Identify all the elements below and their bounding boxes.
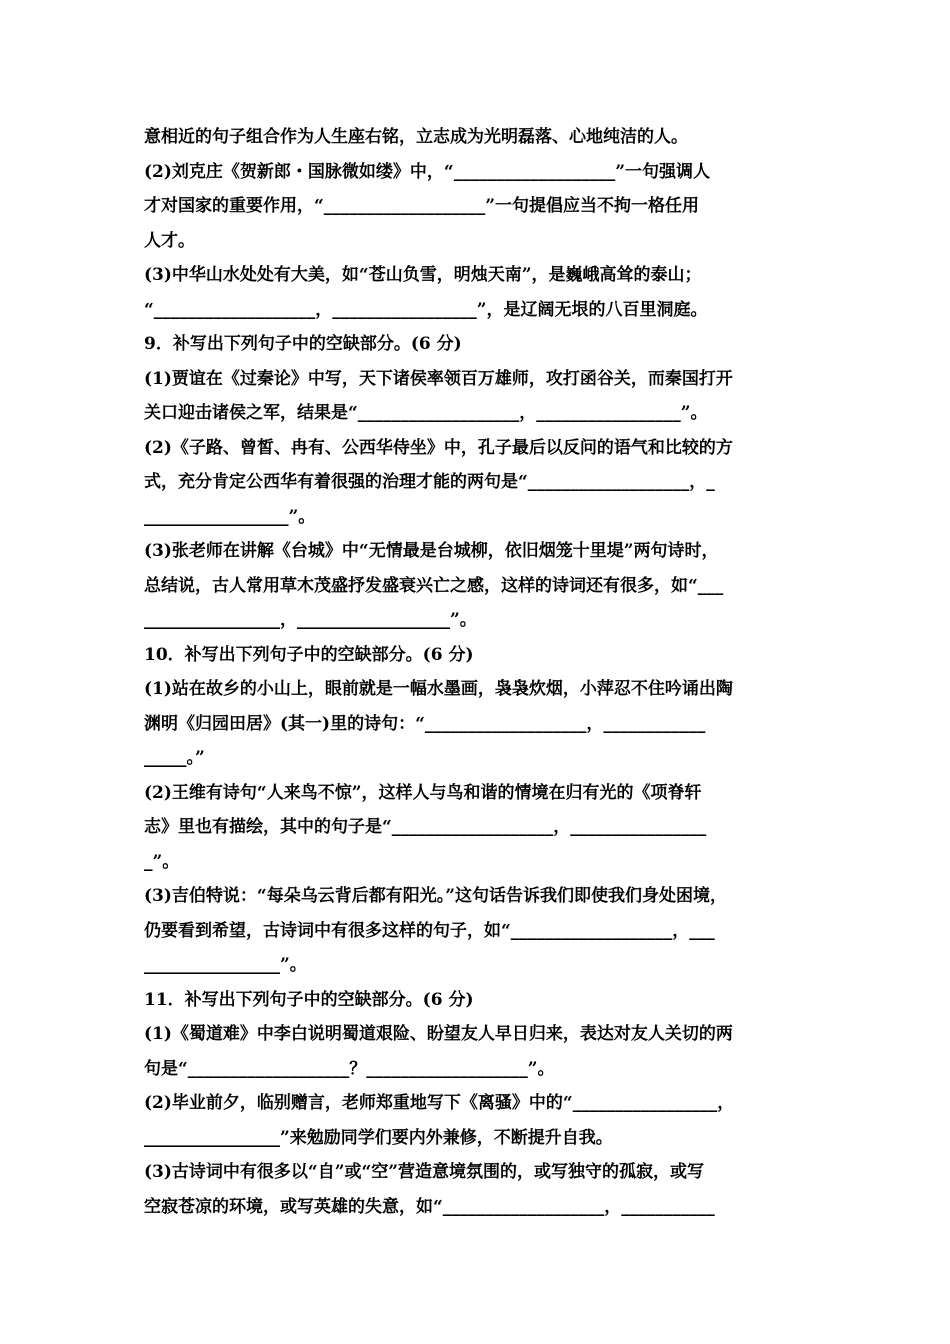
text-line: (1)站在故乡的小山上，眼前就是一幅水墨画，袅袅炊烟，小萍忍不住吟诵出陶 (144, 679, 733, 699)
text-line: ________________，__________________”。 (144, 610, 477, 630)
text-line: _________________”。 (144, 506, 316, 527)
text-line: (1)《蜀道难》中李白说明蜀道艰险、盼望友人早日归来，表达对友人关切的两 (144, 1024, 733, 1044)
text-line: (3)吉伯特说：“每朵乌云背后都有阳光。”这句话告诉我们即使我们身处困境， (144, 886, 727, 906)
text-line: _____。” (144, 748, 205, 768)
text-line: 空寂苍凉的环境，或写英雄的失意，如“___________________，___________ (144, 1196, 715, 1217)
text-line: (2)王维有诗句“人来鸟不惊”，这样人与鸟和谐的情境在归有光的《项脊轩 (144, 782, 702, 803)
text-line: (3)古诗词中有很多以“自”或“空”营造意境氛围的，或写独守的孤寂，或写 (144, 1162, 705, 1182)
text-line: (1)贾谊在《过秦论》中写，天下诸侯率领百万雄师，攻打函谷关，而秦国打开 (144, 368, 733, 389)
text-line: 志》里也有描绘，其中的句子是“___________________，________________ (144, 817, 707, 837)
text-line: (3)张老师在讲解《台城》中“无情最是台城柳，依旧烟笼十里堤”两句诗时， (144, 541, 719, 561)
text-line: ________________”。 (144, 955, 307, 975)
text-line: 渊明《归园田居》(其一)里的诗句：“___________________，____________ (144, 713, 706, 734)
text-line: 才对国家的重要作用，“___________________”一句提倡应当不拘一格任用 (144, 196, 700, 216)
text-line: (2)刘克庄《贺新郎・国脉微如缕》中，“___________________”一句强调人 (144, 161, 710, 182)
text-line: _”。 (144, 851, 180, 872)
text-line: ________________”来勉励同学们要内外兼修，不断提升自我。 (144, 1127, 613, 1148)
text-line: 人才。 (144, 230, 195, 251)
text-line: (2)毕业前夕，临别赠言，老师郑重地写下《离骚》中的“_________________， (144, 1093, 735, 1113)
question-heading: 10．补写出下列句子中的空缺部分。(6 分) (144, 644, 474, 665)
text-line: 句是“___________________？___________________”。 (144, 1058, 555, 1079)
question-heading: 11．补写出下列句子中的空缺部分。(6 分) (144, 989, 474, 1010)
text-line: (3)中华山水处处有大美，如“苍山负雪，明烛天南”，是巍峨高耸的泰山； (144, 265, 702, 285)
text-line: 式，充分肯定公西华有着很强的治理才能的两句是“___________________，_ (144, 472, 715, 492)
document-page (144, 120, 819, 1224)
text-line: 意相近的句子组合作为人生座右铭，立志成为光明磊落、心地纯洁的人。 (144, 127, 688, 147)
question-heading: 9．补写出下列句子中的空缺部分。(6 分) (144, 334, 462, 354)
text-line: (2)《子路、曾皙、冉有、公西华侍坐》中，孔子最后以反问的语气和比较的方 (144, 437, 733, 458)
text-line: “___________________，_________________”，是辽阔无垠的八百里洞庭。 (144, 299, 708, 320)
text-line: 仍要看到希望，古诗词中有很多这样的句子，如“___________________，___ (144, 920, 715, 941)
text-line: 关口迎击诸侯之军，结果是“___________________，_________________”。 (144, 403, 708, 423)
text-line: 总结说，古人常用草木茂盛抒发盛衰兴亡之感，这样的诗词还有很多，如“___ (144, 575, 724, 596)
